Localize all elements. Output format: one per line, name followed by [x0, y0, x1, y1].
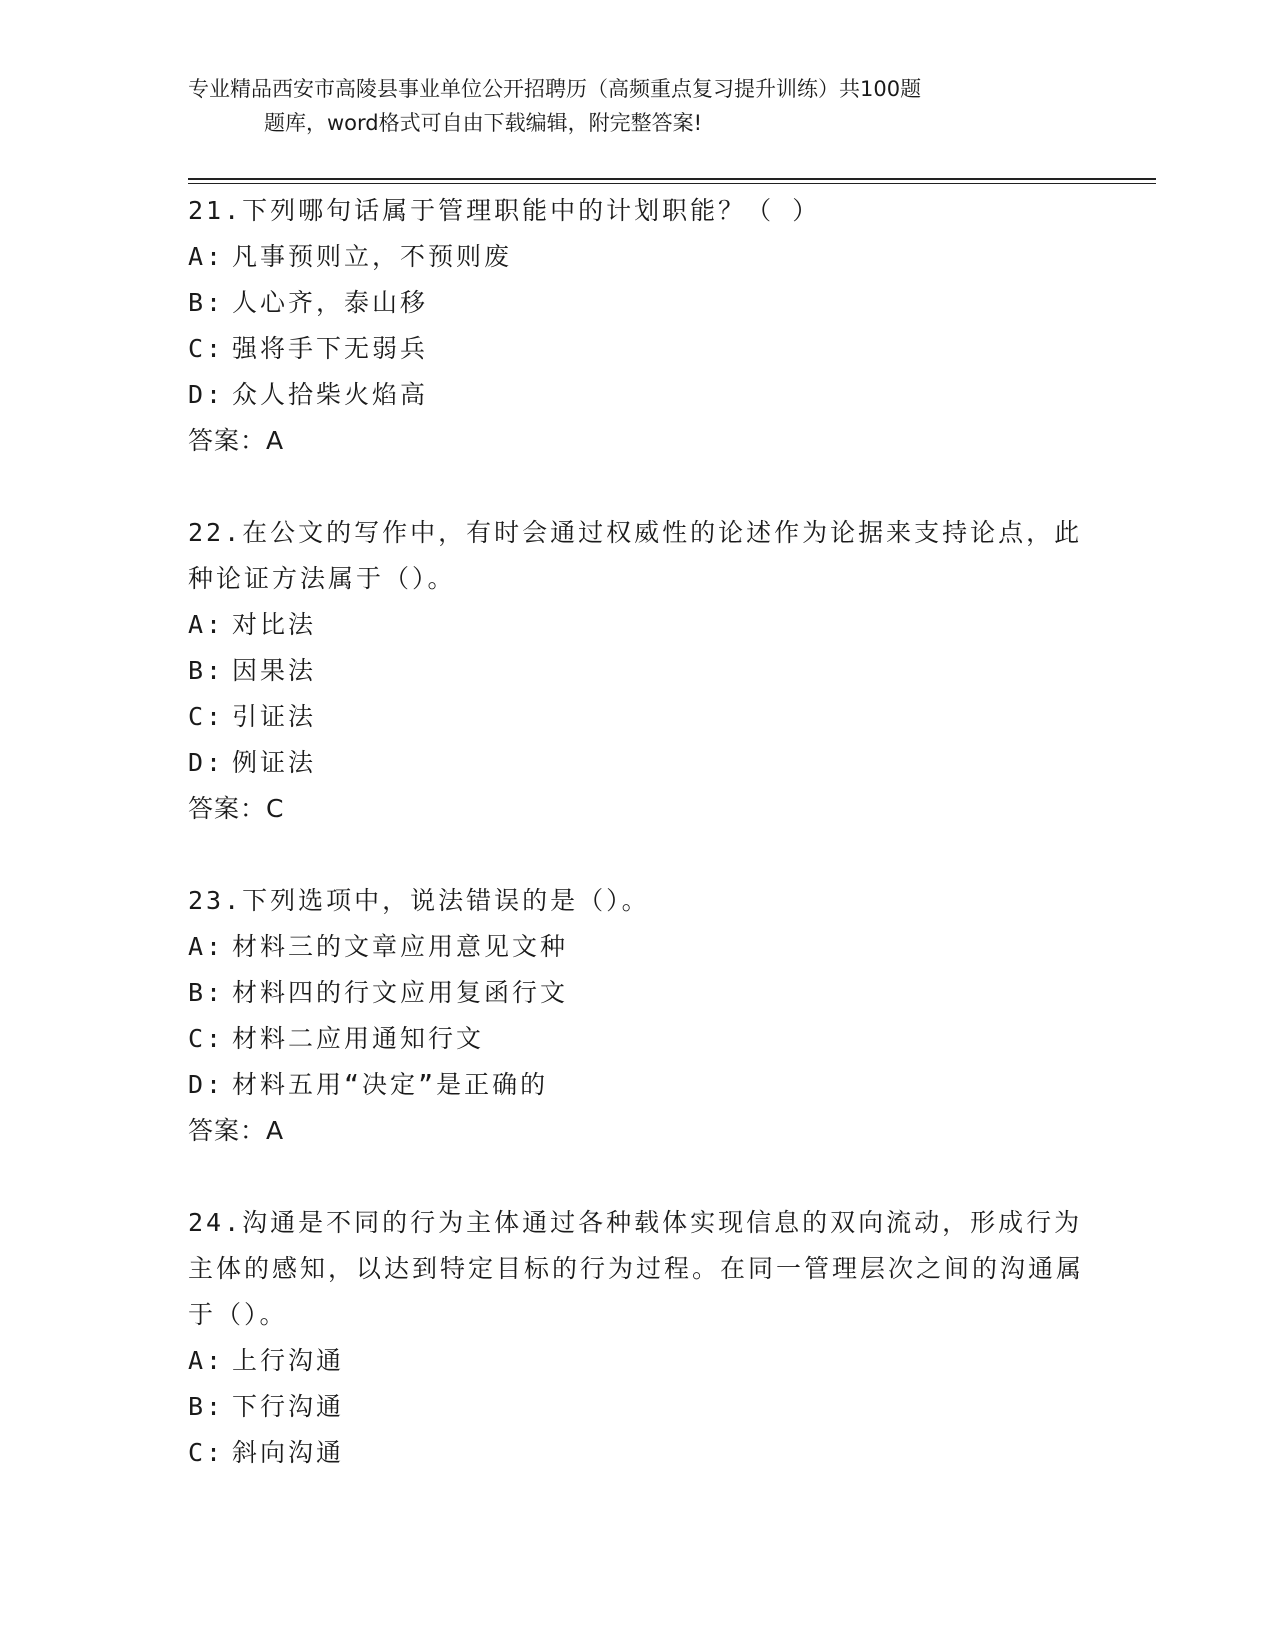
option-key: D: — [188, 380, 225, 409]
header-title-line1: 专业精品西安市高陵县事业单位公开招聘历（高频重点复习提升训练）共100题 — [188, 77, 922, 101]
option-c — [188, 1016, 1088, 1062]
option-text: 对比法 — [232, 610, 317, 639]
option-key: C: — [188, 1438, 225, 1467]
option-text: 例证法 — [232, 748, 317, 777]
option-key: A: — [188, 1346, 225, 1375]
option-a — [188, 1338, 1088, 1384]
option-a — [188, 602, 1088, 648]
question-stem: 22.在公文的写作中，有时会通过权威性的论述作为论据来支持论点，此种论证方法属于（）。 — [188, 518, 1083, 593]
option-b — [188, 970, 1088, 1016]
option-key: C: — [188, 1024, 225, 1053]
option-key: C: — [188, 702, 225, 731]
option-key: B: — [188, 978, 225, 1007]
option-d — [188, 372, 1088, 418]
option-d — [188, 740, 1088, 786]
header-divider-thick — [188, 178, 1156, 180]
option-key: C: — [188, 334, 225, 363]
option-a — [188, 234, 1088, 280]
option-text: 因果法 — [232, 656, 317, 685]
option-key: A: — [188, 610, 225, 639]
option-text: 材料五用“决定”是正确的 — [232, 1070, 549, 1099]
option-c — [188, 694, 1088, 740]
question-stem: 24.沟通是不同的行为主体通过各种载体实现信息的双向流动，形成行为主体的感知，以达到特定目标的行为过程。在同一管理层次之间的沟通属于（）。 — [188, 1208, 1085, 1329]
option-key: B: — [188, 288, 225, 317]
answer-line: 答案：C — [188, 794, 285, 823]
option-text: 凡事预则立，不预则废 — [232, 242, 513, 271]
option-text: 强将手下无弱兵 — [232, 334, 429, 363]
option-d — [188, 1062, 1088, 1108]
option-text: 人心齐，泰山移 — [232, 288, 429, 317]
option-c — [188, 1430, 1088, 1476]
option-c — [188, 326, 1088, 372]
header-divider-thin — [188, 183, 1156, 184]
option-text: 引证法 — [232, 702, 317, 731]
document-header — [188, 72, 1068, 140]
option-b — [188, 1384, 1088, 1430]
question-22 — [188, 510, 1088, 832]
question-stem: 23.下列选项中，说法错误的是（）。 — [188, 886, 650, 915]
option-text: 材料三的文章应用意见文种 — [232, 932, 569, 961]
answer-line: 答案：A — [188, 1116, 285, 1145]
option-key: A: — [188, 932, 225, 961]
header-title-line2: 题库，word格式可自由下载编辑，附完整答案! — [264, 111, 703, 135]
option-key: A: — [188, 242, 225, 271]
answer-line: 答案：A — [188, 426, 285, 455]
question-21 — [188, 188, 1088, 464]
option-text: 材料四的行文应用复函行文 — [232, 978, 569, 1007]
option-b — [188, 280, 1088, 326]
option-key: B: — [188, 1392, 225, 1421]
option-key: D: — [188, 1070, 225, 1099]
option-key: B: — [188, 656, 225, 685]
question-stem: 21.下列哪句话属于管理职能中的计划职能？（ ） — [188, 196, 821, 225]
question-23 — [188, 878, 1088, 1154]
question-24 — [188, 1200, 1088, 1476]
option-a — [188, 924, 1088, 970]
option-text: 众人拾柴火焰高 — [232, 380, 429, 409]
option-b — [188, 648, 1088, 694]
option-text: 下行沟通 — [232, 1392, 345, 1421]
option-text: 斜向沟通 — [232, 1438, 345, 1467]
option-text: 材料二应用通知行文 — [232, 1024, 485, 1053]
question-list — [188, 188, 1088, 1522]
option-text: 上行沟通 — [232, 1346, 345, 1375]
option-key: D: — [188, 748, 225, 777]
